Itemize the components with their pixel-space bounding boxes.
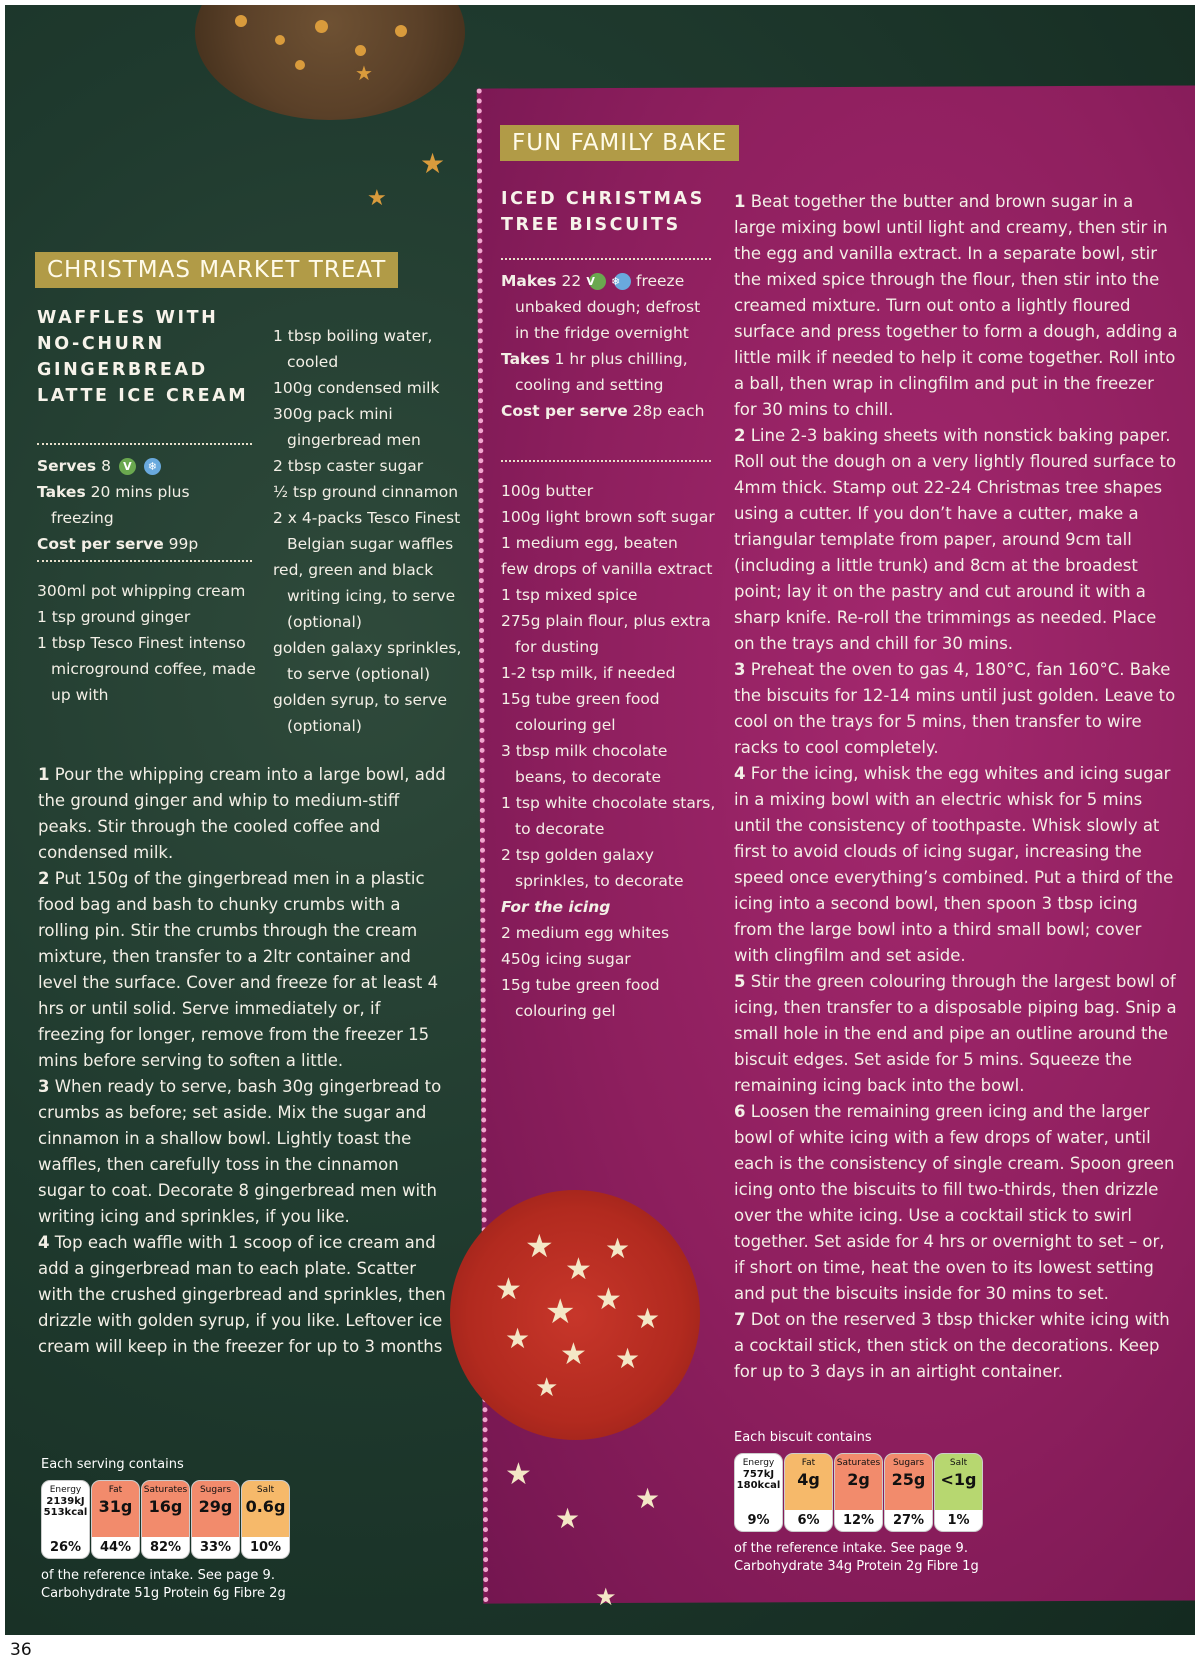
- nutrient-value: 25g: [891, 1470, 926, 1489]
- reference-intake-note: of the reference intake. See page 9.: [41, 1568, 275, 1583]
- title-line: ICED CHRISTMAS: [501, 189, 705, 209]
- nutrition-footnote: [734, 1540, 984, 1576]
- ingredient-item: golden galaxy sprinkles, to serve (optional): [273, 639, 462, 683]
- ingredient-item: 2 x 4-packs Tesco Finest Belgian sugar waffles: [273, 509, 461, 553]
- chocolate-star: ★: [505, 1322, 531, 1355]
- cost-line: [501, 398, 716, 424]
- method-step: [38, 762, 448, 866]
- nutrient-name: Salt: [949, 1458, 968, 1468]
- divider: [37, 560, 252, 562]
- step-text: For the icing, whisk the egg whites and icing sugar in a mixing bowl with an electric whisk for 5 mins until the consistency of toothpaste. Whisk slowly at first to avoid clouds of icing sugar, increasing the speed once everything’s combined. Put a third of the icing into a second bowl, then spoon 3 tbsp icing from the large bowl into a third small bowl; cover with clingfilm and set aside.: [734, 764, 1174, 965]
- ingredient-item: 1 tsp ground ginger: [37, 608, 191, 626]
- step-text: Pour the whipping cream into a large bowl, add the ground ginger and whip to medium-stiff peaks. Stir through the cooled coffee and condensed milk.: [38, 765, 446, 862]
- takes-line: [37, 479, 257, 531]
- nutrient-value: <1g: [940, 1470, 977, 1489]
- gold-star-decoration: ★: [367, 186, 387, 211]
- nutrient-pct: 9%: [734, 1510, 783, 1532]
- segment-top: [784, 1453, 833, 1510]
- sprinkle-decoration: [235, 15, 247, 27]
- cost-value: 28p each: [632, 402, 705, 420]
- ingredient-item: ½ tsp ground cinnamon: [273, 483, 459, 501]
- snowflake-freeze-icon: ❄: [614, 273, 631, 290]
- gold-star-decoration: ★: [420, 147, 446, 180]
- ingredient-item: 2 tbsp caster sugar: [273, 457, 424, 475]
- nutrient-name: Sugars: [199, 1485, 232, 1495]
- title-line: TREE BISCUITS: [501, 215, 681, 235]
- step-text: When ready to serve, bash 30g gingerbread to crumbs as before; set aside. Mix the sugar and cinnamon in a shallow bowl. Lightly toast the waffles, then carefully toss in the cinnamon sugar to coat. Decorate 8 gingerbread men with writing icing and sprinkles, if you like.: [38, 1077, 442, 1226]
- sprinkle-decoration: [395, 25, 407, 37]
- nutrition-heading: Each serving contains: [41, 1457, 184, 1472]
- method-step: [734, 189, 1179, 423]
- takes-label: Takes: [501, 350, 550, 368]
- chocolate-star: ★: [615, 1342, 641, 1375]
- nutrient-name: Saturates: [143, 1485, 188, 1495]
- snowflake-freeze-icon: ❄: [144, 458, 161, 475]
- nutrition-heading: Each biscuit contains: [734, 1430, 872, 1445]
- takes-line: [501, 346, 716, 398]
- nutrient-name: Fat: [108, 1485, 123, 1495]
- nutrition-fat: [784, 1453, 833, 1532]
- ingredient-item: 3 tbsp milk chocolate beans, to decorate: [501, 742, 668, 786]
- sprinkle-decoration: [355, 45, 366, 56]
- nutrient-name: Salt: [256, 1485, 275, 1495]
- step-number: 2: [734, 426, 746, 445]
- title-line: LATTE ICE CREAM: [37, 386, 249, 406]
- step-number: 7: [734, 1310, 746, 1329]
- ingredient-item: 1 tbsp Tesco Finest intenso microground coffee, made up with: [37, 634, 256, 704]
- divider: [501, 460, 711, 462]
- serves-line: [37, 453, 257, 479]
- ingredient-item: 15g tube green food colouring gel: [501, 976, 660, 1020]
- divider: [37, 443, 252, 445]
- macro-breakdown: Carbohydrate 51g Protein 6g Fibre 2g: [41, 1586, 286, 1601]
- step-text: Beat together the butter and brown sugar in a large mixing bowl until light and creamy, then stir in the egg and vanilla extract. In a separate bowl, stir the mixed spice through the flour, then stir into the creamed mixture. Turn out onto a lightly floured surface and press together to form a dough, adding a little milk if needed to help it come together. Roll into a ball, then wrap in clingfilm and put in the freezer for 30 mins to chill.: [734, 192, 1178, 419]
- nutrient-pct: 44%: [91, 1537, 140, 1559]
- segment-top: [41, 1480, 90, 1537]
- makes-value: 22: [561, 272, 582, 290]
- nutrient-name: Sugars: [892, 1458, 925, 1468]
- segment-top: [934, 1453, 983, 1510]
- ingredient-item: 450g icing sugar: [501, 950, 631, 968]
- nutrient-pct: 82%: [141, 1537, 190, 1559]
- nutrient-value: 31g: [98, 1497, 133, 1516]
- cost-label: Cost per serve: [501, 402, 628, 420]
- macro-breakdown: Carbohydrate 34g Protein 2g Fibre 1g: [734, 1559, 979, 1574]
- step-number: 4: [38, 1233, 50, 1252]
- sprinkle-decoration: [315, 20, 328, 33]
- ingredient-item: 1-2 tsp milk, if needed: [501, 664, 676, 682]
- ingredient-item: 100g condensed milk: [273, 379, 440, 397]
- page-number: 36: [10, 1640, 32, 1660]
- step-number: 2: [38, 869, 50, 888]
- reference-intake-note: of the reference intake. See page 9.: [734, 1541, 968, 1556]
- ingredient-item: 100g butter: [501, 482, 594, 500]
- nutrition-sugars: [884, 1453, 933, 1532]
- step-text: Loosen the remaining green icing and the larger bowl of white icing with a few drops of water, until each is the consistency of single cream. Spoon green icing onto the biscuits to fill two-thirds, then drizzle over the white icing. Use a cocktail stick to swirl together. Set aside for 4 hrs or overnight to set – or, if short on time, heat the oven to its lowest setting and put the biscuits inside for 30 mins to set.: [734, 1102, 1175, 1303]
- icing-heading: For the icing: [501, 898, 611, 916]
- energy-kcal: 180kcal: [736, 1480, 781, 1491]
- step-number: 3: [734, 660, 746, 679]
- segment-top: [884, 1453, 933, 1510]
- nutrition-fat: [91, 1480, 140, 1559]
- method-step: [734, 1099, 1179, 1307]
- nutrition-panel-biscuits: [734, 1430, 984, 1576]
- step-text: Stir the green colouring through the largest bowl of icing, then transfer to a disposable piping bag. Snip a small hole in the end and pipe an outline around the biscuit edges. Set aside for 5 mins. Squeeze the remaining icing back into the bowl.: [734, 972, 1177, 1095]
- nutrition-traffic-lights: [734, 1453, 984, 1532]
- step-number: 6: [734, 1102, 746, 1121]
- takes-value: 1 hr plus chilling, cooling and setting: [515, 350, 688, 394]
- chocolate-star: ★: [605, 1232, 631, 1265]
- cost-value: 99p: [168, 535, 199, 553]
- section-tag-fun-family-bake: FUN FAMILY BAKE: [500, 125, 739, 161]
- chocolate-star: ★: [560, 1337, 587, 1372]
- section-tag-christmas-market-treat: CHRISTMAS MARKET TREAT: [35, 252, 398, 288]
- nutrient-value: 16g: [148, 1497, 183, 1516]
- nutrition-footnote: [41, 1567, 291, 1603]
- method-step: [38, 866, 448, 1074]
- ingredient-item: 2 medium egg whites: [501, 924, 670, 942]
- nutrient-pct: 26%: [41, 1537, 90, 1559]
- gold-star-decoration: ★: [355, 61, 373, 85]
- nutrition-panel-waffles: [41, 1457, 291, 1603]
- nutrient-pct: 6%: [784, 1510, 833, 1532]
- nutrient-pct: 10%: [241, 1537, 290, 1559]
- nutrient-name: Energy: [49, 1485, 82, 1495]
- method-step: [734, 969, 1179, 1099]
- ingredient-item: golden syrup, to serve (optional): [273, 691, 448, 735]
- nutrient-pct: 1%: [934, 1510, 983, 1532]
- nutrition-energy: [734, 1453, 783, 1532]
- step-number: 4: [734, 764, 746, 783]
- ingredients-list-a: [37, 578, 262, 708]
- step-text: Dot on the reserved 3 tbsp thicker white icing with a cocktail stick, then stick on the decorations. Keep for up to 3 days in an airtight container.: [734, 1310, 1170, 1381]
- segment-top: [734, 1453, 783, 1510]
- chocolate-star: ★: [495, 1272, 522, 1307]
- method-step: [38, 1074, 448, 1230]
- step-text: Preheat the oven to gas 4, 180°C, fan 160°C. Bake the biscuits for 12-14 mins until just golden. Leave to cool on the trays for 5 mins, then transfer to wire racks to cool completely.: [734, 660, 1176, 757]
- method-step: [734, 657, 1179, 761]
- ingredient-item: 1 medium egg, beaten: [501, 534, 678, 552]
- step-text: Line 2-3 baking sheets with nonstick baking paper. Roll out the dough on a very lightly floured surface to 4mm thick. Stamp out 22-24 Christmas tree shapes using a cutter. If you don’t have a cutter, make a triangular template from paper, around 9cm tall (including a little trunk) and 8cm at the broadest point; lay it on the pastry and cut around it with a sharp knife. Re-roll the trimmings as needed. Place on the trays and chill for 30 mins.: [734, 426, 1177, 653]
- nutrition-saturates: [141, 1480, 190, 1559]
- ingredient-item: 275g plain flour, plus extra for dusting: [501, 612, 711, 656]
- method-step: [38, 1230, 448, 1360]
- ingredient-item: 300ml pot whipping cream: [37, 582, 246, 600]
- nutrient-name: Energy: [742, 1458, 775, 1468]
- chocolate-star: ★: [525, 1227, 554, 1265]
- chocolate-star: ★: [545, 1292, 576, 1332]
- method-step: [734, 1307, 1179, 1385]
- step-number: 1: [38, 765, 50, 784]
- chocolate-star: ★: [535, 1373, 559, 1403]
- chocolate-star: ★: [505, 1457, 532, 1492]
- nutrient-value: 4g: [797, 1470, 820, 1489]
- nutrient-pct: 33%: [191, 1537, 240, 1559]
- serves-label: Serves: [37, 457, 97, 475]
- ingredient-item: 1 tsp white chocolate stars, to decorate: [501, 794, 716, 838]
- makes-note: freeze unbaked dough; defrost in the fridge overnight: [515, 272, 701, 342]
- ingredient-item: few drops of vanilla extract: [501, 560, 713, 578]
- segment-top: [91, 1480, 140, 1537]
- chocolate-star: ★: [565, 1252, 592, 1287]
- method-biscuits: [734, 189, 1179, 1385]
- ingredients-list-b: [273, 323, 478, 739]
- chocolate-star: ★: [595, 1282, 622, 1317]
- recipe-meta-biscuits: [501, 268, 716, 424]
- recipe-title-waffles: [37, 305, 252, 409]
- energy-kj: 757kJ: [742, 1469, 775, 1480]
- nutrition-sugars: [191, 1480, 240, 1559]
- step-text: Top each waffle with 1 scoop of ice cream and add a gingerbread man to each plate. Scatter with the crushed gingerbread and sprinkles, then drizzle with golden syrup, if you like. Leftover ice cream will keep in the freezer for up to 3 months: [38, 1233, 446, 1356]
- nutrition-energy: [41, 1480, 90, 1559]
- nutrient-name: Saturates: [836, 1458, 881, 1468]
- nutrition-saturates: [834, 1453, 883, 1532]
- makes-label: Makes: [501, 272, 557, 290]
- energy-kj: 2139kJ: [46, 1496, 85, 1507]
- step-number: 1: [734, 192, 746, 211]
- step-number: 3: [38, 1077, 50, 1096]
- segment-top: [191, 1480, 240, 1537]
- nutrition-salt: [241, 1480, 290, 1559]
- ingredient-item: 100g light brown soft sugar: [501, 508, 715, 526]
- ingredient-item: 1 tbsp boiling water, cooled: [273, 327, 433, 371]
- cost-label: Cost per serve: [37, 535, 164, 553]
- ingredient-item: red, green and black writing icing, to serve (optional): [273, 561, 456, 631]
- ingredient-item: 2 tsp golden galaxy sprinkles, to decorate: [501, 846, 684, 890]
- segment-top: [834, 1453, 883, 1510]
- nutrition-traffic-lights: [41, 1480, 291, 1559]
- method-step: [734, 423, 1179, 657]
- makes-line: [501, 268, 716, 346]
- chocolate-star: ★: [635, 1482, 661, 1515]
- chocolate-star: ★: [555, 1502, 581, 1535]
- ingredient-item: 1 tsp mixed spice: [501, 586, 638, 604]
- method-step: [734, 761, 1179, 969]
- method-waffles: [38, 762, 448, 1360]
- title-line: GINGERBREAD: [37, 360, 208, 380]
- recipe-title-biscuits: [501, 186, 716, 238]
- nutrient-value: 29g: [198, 1497, 233, 1516]
- nutrient-value: 0.6g: [245, 1497, 286, 1516]
- takes-label: Takes: [37, 483, 86, 501]
- cost-line: [37, 531, 257, 557]
- step-text: Put 150g of the gingerbread men in a plastic food bag and bash to chunky crumbs with a rolling pin. Stir the crumbs through the cream mixture, then transfer to a 2ltr container and level the surface. Cover and freeze for at least 4 hrs or until solid. Serve immediately or, if freezing for longer, remove from the freezer 15 mins before serving to soften a little.: [38, 869, 439, 1070]
- ingredient-item: 15g tube green food colouring gel: [501, 690, 660, 734]
- ingredient-item: 300g pack mini gingerbread men: [273, 405, 421, 449]
- nutrient-pct: 12%: [834, 1510, 883, 1532]
- recipe-meta-waffles: [37, 453, 257, 557]
- segment-top: [141, 1480, 190, 1537]
- divider: [501, 258, 711, 260]
- vegetarian-icon: V: [589, 273, 606, 290]
- segment-top: [241, 1480, 290, 1537]
- chocolate-star: ★: [635, 1302, 661, 1335]
- takes-value: 20 mins plus freezing: [51, 483, 190, 527]
- title-line: NO-CHURN: [37, 334, 165, 354]
- sprinkle-decoration: [295, 60, 305, 70]
- chocolate-star: ★: [595, 1583, 617, 1611]
- sprinkle-decoration: [275, 35, 285, 45]
- vegetarian-icon: V: [119, 458, 136, 475]
- nutrition-salt: [934, 1453, 983, 1532]
- magazine-page: [5, 5, 1195, 1635]
- ingredients-list-biscuits: [501, 478, 721, 1024]
- nutrient-pct: 27%: [884, 1510, 933, 1532]
- serves-value: 8: [101, 457, 111, 475]
- energy-kcal: 513kcal: [43, 1507, 88, 1518]
- nutrient-name: Fat: [801, 1458, 816, 1468]
- nutrient-value: 2g: [847, 1470, 870, 1489]
- title-line: WAFFLES WITH: [37, 308, 219, 328]
- step-number: 5: [734, 972, 746, 991]
